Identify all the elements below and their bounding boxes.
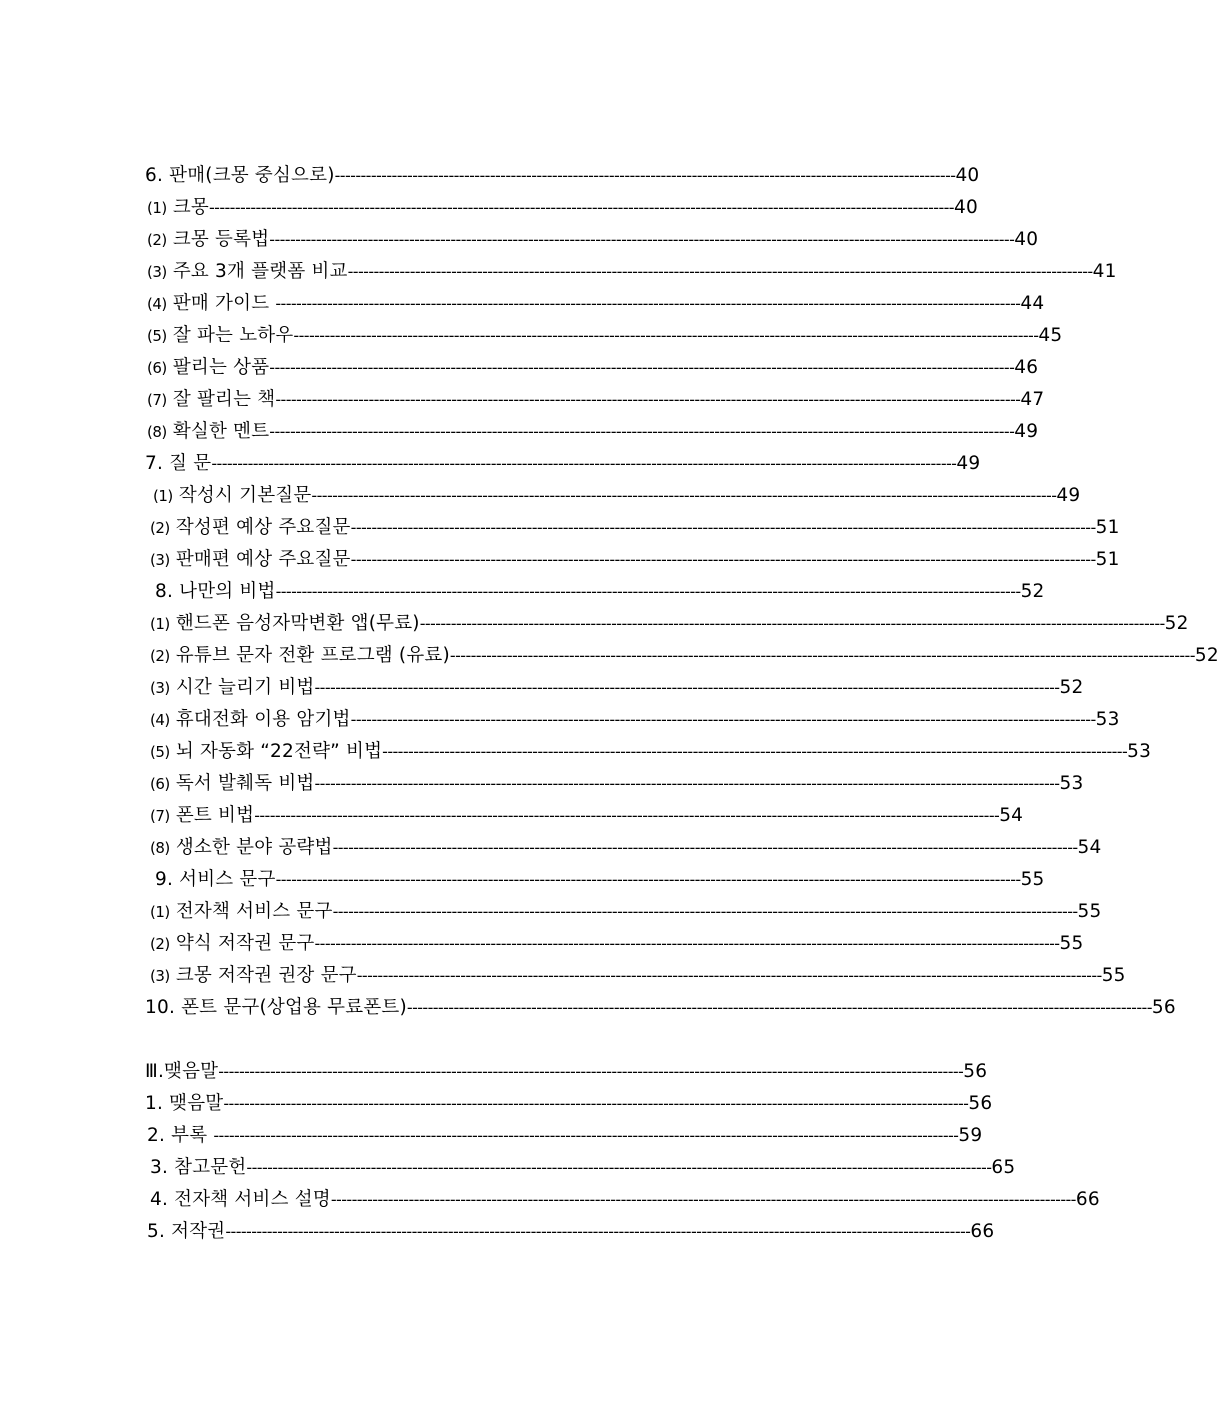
toc-entry-number: (2) bbox=[150, 647, 170, 665]
toc-page-number: 56 bbox=[963, 1061, 988, 1082]
toc-entry-title: (4) 휴대전화 이용 암기법 bbox=[150, 709, 351, 730]
toc-page-number: 41 bbox=[1092, 261, 1117, 282]
toc-leader-dots: ------------------------------------------------------------------------------------------------------------------------------------------------ bbox=[208, 198, 954, 217]
toc-leader-dots: ------------------------------------------------------------------------------------------------------------------------------------------------ bbox=[269, 230, 1015, 249]
toc-entry-title: 3. 참고문헌 bbox=[150, 1157, 247, 1178]
toc-entry[interactable] bbox=[145, 736, 1152, 768]
toc-entry-number: (7) bbox=[150, 807, 170, 825]
toc-entry[interactable] bbox=[145, 896, 1102, 928]
toc-entry[interactable] bbox=[145, 768, 1084, 800]
toc-leader-dots: ------------------------------------------------------------------------------------------------------------------------------------------------ bbox=[350, 550, 1096, 569]
toc-entry[interactable] bbox=[145, 1152, 1016, 1184]
toc-entry-title: (2) 크몽 등록법 bbox=[147, 229, 270, 250]
toc-leader-dots: ------------------------------------------------------------------------------------------------------------------------------------------------ bbox=[246, 1158, 992, 1177]
toc-entry-number: (4) bbox=[147, 295, 167, 313]
toc-leader-dots: ------------------------------------------------------------------------------------------------------------------------------------------------ bbox=[406, 998, 1152, 1017]
toc-entry[interactable] bbox=[145, 192, 978, 224]
toc-entry[interactable] bbox=[145, 320, 1063, 352]
toc-leader-dots: ------------------------------------------------------------------------------------------------------------------------------------------------ bbox=[269, 358, 1015, 377]
toc-page-number: 53 bbox=[1095, 709, 1120, 730]
toc-page-number: 54 bbox=[1077, 837, 1102, 858]
toc-entry-number: (5) bbox=[150, 743, 170, 761]
toc-entry-title: (6) 독서 발췌독 비법 bbox=[150, 773, 315, 794]
toc-entry-title: (8) 확실한 멘트 bbox=[147, 421, 270, 442]
toc-page-number: 66 bbox=[1075, 1189, 1100, 1210]
toc-leader-dots: ------------------------------------------------------------------------------------------------------------------------------------------------ bbox=[350, 710, 1096, 729]
toc-entry[interactable] bbox=[145, 384, 1045, 416]
toc-entry-number: (1) bbox=[150, 903, 170, 921]
toc-page-number: 49 bbox=[1056, 485, 1081, 506]
toc-page-number: 56 bbox=[1151, 997, 1176, 1018]
toc-entry-title: 7. 질 문 bbox=[145, 453, 212, 474]
toc-entry-title: 9. 서비스 문구 bbox=[155, 869, 276, 890]
toc-leader-dots: ------------------------------------------------------------------------------------------------------------------------------------------------ bbox=[225, 1222, 971, 1241]
toc-entry[interactable] bbox=[145, 1088, 993, 1120]
toc-entry-number: (3) bbox=[150, 679, 170, 697]
toc-page-number: 40 bbox=[953, 197, 978, 218]
toc-leader-dots: ------------------------------------------------------------------------------------------------------------------------------------------------ bbox=[275, 294, 1021, 313]
toc-entry-number: (1) bbox=[147, 199, 167, 217]
toc-page-number: 51 bbox=[1095, 517, 1120, 538]
toc-page-number: 52 bbox=[1194, 645, 1219, 666]
toc-page-number: 56 bbox=[968, 1093, 993, 1114]
toc-entry[interactable] bbox=[145, 512, 1120, 544]
toc-entry-title: 8. 나만의 비법 bbox=[155, 581, 276, 602]
toc-entry-title: (1) 크몽 bbox=[147, 197, 209, 218]
toc-leader-dots: ------------------------------------------------------------------------------------------------------------------------------------------------ bbox=[449, 646, 1195, 665]
toc-entry-title: (7) 폰트 비법 bbox=[150, 805, 255, 826]
toc-entry[interactable] bbox=[145, 672, 1084, 704]
toc-entry[interactable] bbox=[145, 448, 981, 480]
toc-entry-title: 2. 부록 bbox=[147, 1125, 214, 1146]
toc-entry-title: (2) 작성편 예상 주요질문 bbox=[150, 517, 351, 538]
toc-entry[interactable] bbox=[145, 1120, 983, 1152]
toc-entry-title: (8) 생소한 분야 공략법 bbox=[150, 837, 333, 858]
toc-entry[interactable] bbox=[145, 992, 1176, 1024]
toc-page-number: 65 bbox=[991, 1157, 1016, 1178]
toc-entry-title: (3) 크몽 저작권 권장 문구 bbox=[150, 965, 357, 986]
toc-leader-dots: ------------------------------------------------------------------------------------------------------------------------------------------------ bbox=[211, 454, 957, 473]
toc-leader-dots: ------------------------------------------------------------------------------------------------------------------------------------------------ bbox=[269, 422, 1015, 441]
toc-entry-title: (4) 판매 가이드 bbox=[147, 293, 276, 314]
toc-entry-title: Ⅲ.맺음말 bbox=[145, 1061, 219, 1082]
toc-page-number: 53 bbox=[1127, 741, 1152, 762]
toc-leader-dots: ------------------------------------------------------------------------------------------------------------------------------------------------ bbox=[213, 1126, 959, 1145]
toc-page-number: 54 bbox=[999, 805, 1024, 826]
toc-leader-dots: ------------------------------------------------------------------------------------------------------------------------------------------------ bbox=[314, 774, 1060, 793]
toc-entry-number: (6) bbox=[147, 359, 167, 377]
toc-entry-title: (5) 잘 파는 노하우 bbox=[147, 325, 294, 346]
toc-entry-title: 6. 판매(크몽 중심으로) bbox=[145, 165, 335, 186]
toc-entry-number: (1) bbox=[153, 487, 173, 505]
toc-page-number: 55 bbox=[1020, 869, 1045, 890]
toc-leader-dots: ------------------------------------------------------------------------------------------------------------------------------------------------ bbox=[275, 870, 1021, 889]
toc-leader-dots: ------------------------------------------------------------------------------------------------------------------------------------------------ bbox=[332, 902, 1078, 921]
toc-entry[interactable] bbox=[145, 1056, 988, 1088]
toc-entry-number: (3) bbox=[147, 263, 167, 281]
toc-entry-title: (1) 전자책 서비스 문구 bbox=[150, 901, 333, 922]
toc-leader-dots: ------------------------------------------------------------------------------------------------------------------------------------------------ bbox=[254, 806, 1000, 825]
toc-page-number: 55 bbox=[1101, 965, 1126, 986]
toc-entry-title: 1. 맺음말 bbox=[145, 1093, 224, 1114]
toc-entry-title: (5) 뇌 자동화 “22전략” 비법 bbox=[150, 741, 383, 762]
toc-entry-title: (2) 약식 저작권 문구 bbox=[150, 933, 315, 954]
toc-leader-dots: ------------------------------------------------------------------------------------------------------------------------ bbox=[334, 166, 956, 185]
toc-entry[interactable] bbox=[145, 352, 1039, 384]
toc-entry-number: (2) bbox=[150, 935, 170, 953]
toc-leader-dots: ------------------------------------------------------------------------------------------------------------------------------------------------ bbox=[223, 1094, 969, 1113]
toc-page-number: 52 bbox=[1020, 581, 1045, 602]
toc-page-number: 44 bbox=[1020, 293, 1045, 314]
toc-entry-number: (6) bbox=[150, 775, 170, 793]
toc-entry[interactable] bbox=[145, 608, 1189, 640]
toc-entry[interactable] bbox=[145, 640, 1219, 672]
toc-page-number: 59 bbox=[958, 1125, 983, 1146]
toc-page-number: 52 bbox=[1059, 677, 1084, 698]
toc-entry[interactable] bbox=[145, 416, 1039, 448]
toc-entry-number: (3) bbox=[150, 551, 170, 569]
toc-leader-dots: ------------------------------------------------------------------------------------------------------------------------------------------------ bbox=[419, 614, 1165, 633]
toc-leader-dots: ------------------------------------------------------------------------------------------------------------------------------------------------ bbox=[293, 326, 1039, 345]
toc-page-number: 49 bbox=[956, 453, 981, 474]
toc-page-number: 47 bbox=[1020, 389, 1045, 410]
toc-entry[interactable] bbox=[145, 480, 1081, 512]
toc-entry-number: (4) bbox=[150, 711, 170, 729]
toc-page-number: 45 bbox=[1038, 325, 1063, 346]
toc-page-number: 51 bbox=[1095, 549, 1120, 570]
toc-leader-dots: ------------------------------------------------------------------------------------------------------------------------------------------------ bbox=[356, 966, 1102, 985]
toc-entry[interactable] bbox=[145, 864, 1045, 896]
toc-entry-number: (5) bbox=[147, 327, 167, 345]
toc-entry-title: (6) 팔리는 상품 bbox=[147, 357, 270, 378]
toc-page-number: 52 bbox=[1164, 613, 1189, 634]
toc-leader-dots: ------------------------------------------------------------------------------------------------------------------------------------------------ bbox=[275, 390, 1021, 409]
toc-entry-title: (3) 판매편 예상 주요질문 bbox=[150, 549, 351, 570]
toc-entry-title: (1) 작성시 기본질문 bbox=[153, 485, 312, 506]
toc-leader-dots: ------------------------------------------------------------------------------------------------------------------------------------------------ bbox=[332, 838, 1078, 857]
toc-entry-number: (2) bbox=[150, 519, 170, 537]
toc-entry[interactable] bbox=[145, 160, 980, 192]
toc-entry-title: (1) 핸드폰 음성자막변환 앱(무료) bbox=[150, 613, 420, 634]
toc-entry[interactable] bbox=[145, 800, 1024, 832]
toc-entry[interactable] bbox=[145, 288, 1045, 320]
toc-entry[interactable] bbox=[145, 1216, 995, 1248]
toc-entry-number: (7) bbox=[147, 391, 167, 409]
toc-entry[interactable] bbox=[145, 224, 1039, 256]
toc-entry[interactable] bbox=[145, 576, 1045, 608]
toc-entry-title: (3) 주요 3개 플랫폼 비교 bbox=[147, 261, 348, 282]
toc-leader-dots: ------------------------------------------------------------------------------------------------------------------------------------------------ bbox=[330, 1190, 1076, 1209]
toc-entry[interactable] bbox=[145, 704, 1120, 736]
toc-leader-dots: ------------------------------------------------------------------------------------------------------------------------------------------------ bbox=[311, 486, 1057, 505]
toc-leader-dots: ------------------------------------------------------------------------------------------------------------------------------------------------ bbox=[314, 678, 1060, 697]
toc-entry-title: (7) 잘 팔리는 책 bbox=[147, 389, 276, 410]
toc-entry-number: (8) bbox=[150, 839, 170, 857]
toc-leader-dots: ------------------------------------------------------------------------------------------------------------------------------------------------ bbox=[382, 742, 1128, 761]
toc-entry-title: 10. 폰트 문구(상업용 무료폰트) bbox=[145, 997, 407, 1018]
toc-page-number: 55 bbox=[1059, 933, 1084, 954]
toc-page-number: 46 bbox=[1014, 357, 1039, 378]
toc-entry-number: (1) bbox=[150, 615, 170, 633]
toc-entry[interactable] bbox=[145, 928, 1084, 960]
toc-page-number: 49 bbox=[1014, 421, 1039, 442]
toc-entry-number: (8) bbox=[147, 423, 167, 441]
toc-leader-dots: ------------------------------------------------------------------------------------------------------------------------------------------------ bbox=[347, 262, 1093, 281]
toc-page-number: 66 bbox=[970, 1221, 995, 1242]
toc-entry[interactable] bbox=[145, 832, 1102, 864]
toc-entry[interactable] bbox=[145, 544, 1120, 576]
toc-leader-dots: ------------------------------------------------------------------------------------------------------------------------------------------------ bbox=[350, 518, 1096, 537]
toc-entry-title: (3) 시간 늘리기 비법 bbox=[150, 677, 315, 698]
toc-page-number: 55 bbox=[1077, 901, 1102, 922]
toc-entry-number: (3) bbox=[150, 967, 170, 985]
toc-page-number: 40 bbox=[1014, 229, 1039, 250]
toc-entry[interactable] bbox=[145, 1184, 1100, 1216]
toc-entry-title: 5. 저작권 bbox=[147, 1221, 226, 1242]
toc-page-number: 40 bbox=[955, 165, 980, 186]
toc-leader-dots: ------------------------------------------------------------------------------------------------------------------------------------------------ bbox=[275, 582, 1021, 601]
toc-entry[interactable] bbox=[145, 960, 1126, 992]
toc-entry-title: (2) 유튜브 문자 전환 프로그램 (유료) bbox=[150, 645, 450, 666]
toc-page-number: 53 bbox=[1059, 773, 1084, 794]
toc-entry-title: 4. 전자책 서비스 설명 bbox=[150, 1189, 331, 1210]
toc-entry-number: (2) bbox=[147, 231, 167, 249]
toc-leader-dots: ------------------------------------------------------------------------------------------------------------------------------------------------ bbox=[314, 934, 1060, 953]
toc-entry[interactable] bbox=[145, 256, 1117, 288]
toc-leader-dots: ------------------------------------------------------------------------------------------------------------------------------------------------ bbox=[218, 1062, 964, 1081]
table-of-contents bbox=[145, 160, 1219, 1248]
